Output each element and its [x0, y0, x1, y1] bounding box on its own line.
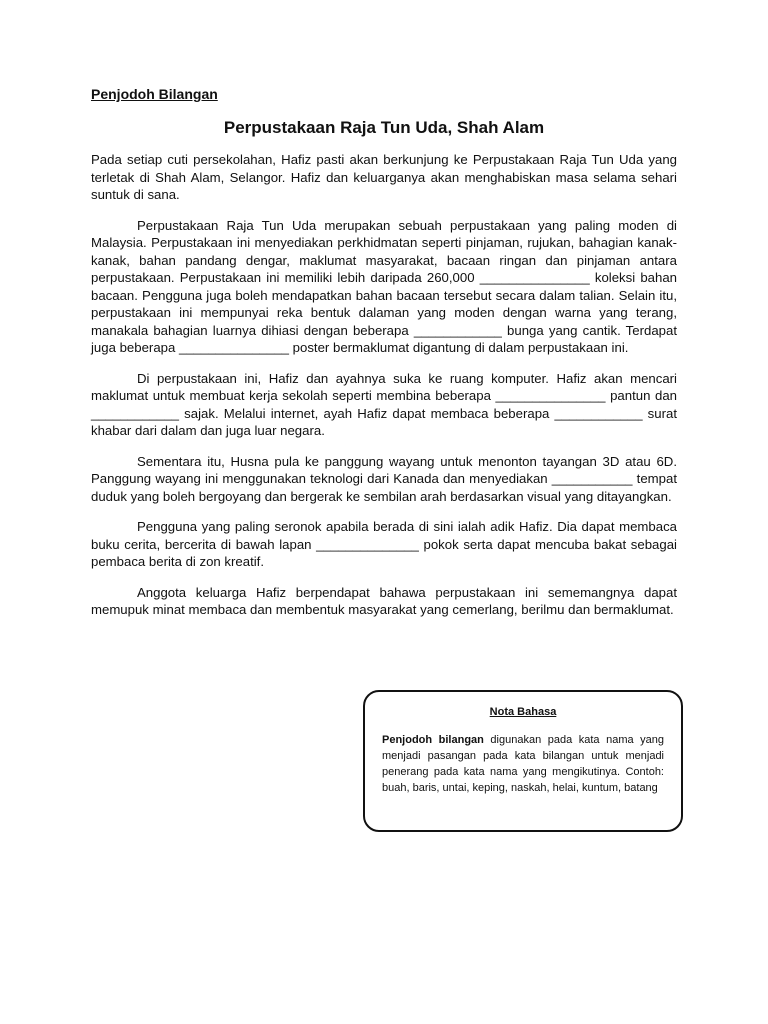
- section-heading: Penjodoh Bilangan: [91, 86, 218, 102]
- paragraph-2: Perpustakaan Raja Tun Uda merupakan sebuah perpustakaan yang paling moden di Malaysia. Perpustakaan ini menyediakan perkhidmatan seperti pinjaman, rujukan, bahagian kanak-kanak, bahan pandang dengar, maklumat masyarakat, bacaan ringan dan pinjaman antara perpustakaan. Perpustakaan ini memiliki lebih daripada 260,000 _______________ koleksi bahan bacaan. Pengguna juga boleh mendapatkan bahan bacaan tersebut secara dalam talian. Selain itu, perpustakaan ini mempunyai reka bentuk dalaman yang moden dengan warna yang terang, manakala bahagian luarnya dihiasi dengan beberapa ____________ bunga yang cantik. Terdapat juga beberapa _______________ poster bermaklumat digantung di dalam perpustakaan ini.: [91, 217, 677, 355]
- paragraph-5: Pengguna yang paling seronok apabila berada di sini ialah adik Hafiz. Dia dapat membaca buku cerita, bercerita di bawah lapan ______________ pokok serta dapat mencuba bakat sebagai pembaca berita di zon kreatif.: [91, 519, 677, 569]
- nota-body: [382, 732, 664, 796]
- nota-title: Nota Bahasa: [489, 706, 557, 718]
- paragraph-4: Sementara itu, Husna pula ke panggung wayang untuk menonton tayangan 3D atau 6D. Panggung wayang ini menggunakan teknologi dari Kanada dan menyediakan ___________ tempat duduk yang boleh bergoyang dan bergerak ke sembilan arah berdasarkan visual yang ditayangkan.: [91, 453, 677, 504]
- nota-text: digunakan pada kata nama yang menjadi pasangan pada kata bilangan untuk menjadi penerang pada kata nama yang mengikutinya. Contoh: buah, baris, untai, keping, naskah, helai, kuntum, batang: [382, 734, 664, 794]
- nota-term: Penjodoh bilangan: [382, 734, 484, 746]
- paragraph-6: Anggota keluarga Hafiz berpendapat bahawa perpustakaan ini sememangnya dapat memupuk minat membaca dan membentuk masyarakat yang cemerlang, berilmu dan bermaklumat.: [91, 584, 677, 617]
- nota-bahasa-box: [363, 690, 683, 832]
- passage: [91, 151, 677, 632]
- document-title: Perpustakaan Raja Tun Uda, Shah Alam: [223, 118, 545, 137]
- paragraph-3: Di perpustakaan ini, Hafiz dan ayahnya suka ke ruang komputer. Hafiz akan mencari maklumat untuk membuat kerja sekolah seperti membina beberapa _______________ pantun dan ____________ sajak. Melalui internet, ayah Hafiz dapat membaca beberapa ____________ surat khabar dari dalam dan juga luar negara.: [91, 370, 677, 438]
- paragraph-1: Pada setiap cuti persekolahan, Hafiz pasti akan berkunjung ke Perpustakaan Raja Tun Uda yang terletak di Shah Alam, Selangor. Hafiz dan keluarganya akan menghabiskan masa selama sehari suntuk di sana.: [91, 152, 677, 202]
